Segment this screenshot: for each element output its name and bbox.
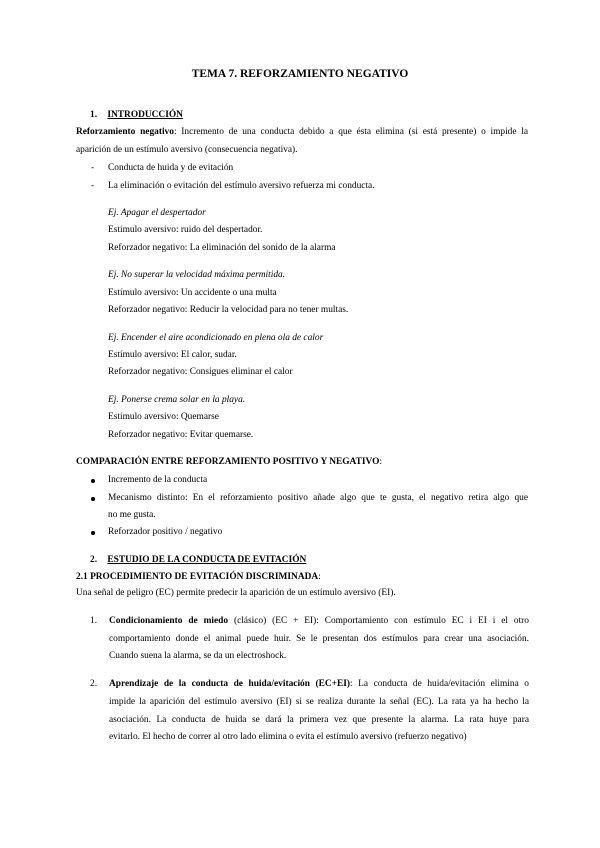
bullet-dot-icon [91, 497, 95, 501]
list-item-1-line-1: Condicionamiento de miedo (clásico) (EC + EI): Comportamiento con estímulo EC i EI i el otro [109, 616, 529, 626]
definition-term: Reforzamiento negativo [76, 127, 174, 137]
example-title: Ej. Ponerse crema solar en la playa. [108, 395, 246, 405]
example-stimulus: Estímulo aversivo: ruido del despertador. [108, 225, 263, 235]
section-1-title: INTRODUCCIÓN [107, 110, 183, 120]
comparison-item-continuation: no me gusta. [108, 510, 156, 520]
list-item-1-line-3: Cuando suena la alarma, se da un electroshock. [109, 651, 287, 661]
example-title: Ej. Encender el aire acondicionado en plena ola de calor [108, 333, 324, 343]
comparison-heading [76, 457, 382, 467]
section-2-number: 2. [90, 555, 98, 565]
dash-item: - Conducta de huida y de evitación [108, 163, 233, 173]
definition-line-2: aparición de un estímulo aversivo (consecuencia negativa). [76, 145, 298, 155]
definition-line-1 [76, 127, 528, 137]
definition-text-1: : Incremento de una conducta debido a que ésta elimina (si está presente) o impide la [173, 127, 529, 137]
bullet-dot-icon [91, 531, 95, 535]
comparison-colon: : [379, 457, 382, 467]
list-number: 2. [90, 679, 98, 689]
example-reinforcer: Reforzador negativo: Consigues eliminar el calor [108, 367, 293, 377]
comparison-item: Reforzador positivo / negativo [108, 527, 222, 537]
document-title: TEMA 7. REFORZAMIENTO NEGATIVO [191, 68, 409, 80]
example-title: Ej. Apagar el despertador [108, 208, 206, 218]
example-stimulus: Estímulo aversivo: El calor, sudar. [108, 350, 237, 360]
bullet-dot-icon [91, 479, 95, 483]
example-stimulus: Estímulo aversivo: Quemarse [108, 412, 219, 422]
example-title: Ej. No superar la velocidad máxima permitida. [108, 270, 286, 280]
dash-item: - La eliminación o evitación del estímulo aversivo refuerza mi conducta. [108, 181, 375, 191]
example-stimulus: Estímulo aversivo: Un accidente o una multa [108, 288, 277, 298]
comparison-item: Mecanismo distinto: En el reforzamiento positivo añade algo que te gusta, el negativo retira algo que [108, 493, 528, 503]
subsection-title: 2.1 PROCEDIMIENTO DE EVITACIÓN DISCRIMINADA [76, 572, 319, 582]
section-2-title: ESTUDIO DE LA CONDUCTA DE EVITACIÓN [107, 555, 307, 565]
section-2-heading [90, 555, 306, 565]
subsection-colon: : [318, 572, 321, 582]
list-item-2-line-3: asociación. La conducta de huida se dará la primera vez que presente la alarma. La rata huye para [109, 715, 529, 725]
section-1-number: 1. [90, 110, 98, 120]
list-item-2-line-4: evitarlo. El hecho de correr al otro lado elimina o evita el estímulo aversivo (refuerzo negativo) [109, 732, 467, 742]
comparison-item: Incremento de la conducta [108, 475, 207, 485]
list-item-2-line-2: impide la aparición del estímulo aversivo (EI) si se realiza durante la señal (EC). La rata ya ha hecho la [109, 697, 529, 707]
comparison-title: COMPARACIÓN ENTRE REFORZAMIENTO POSITIVO Y NEGATIVO [76, 457, 380, 467]
subsection-intro: Una señal de peligro (EC) permite predecir la aparición de un estímulo aversivo (EI). [76, 588, 396, 598]
list-item-term: Aprendizaje de la conducta de huida/evitación (EC+EI) [109, 679, 350, 689]
example-reinforcer: Reforzador negativo: Reducir la velocidad para no tener multas. [108, 305, 349, 315]
list-item-term: Condicionamiento de miedo [109, 616, 229, 626]
section-1-heading [90, 110, 183, 120]
list-number: 1. [90, 616, 98, 626]
list-item-1-line-2: comportamiento donde el animal puede huir. Se le presentan dos estímulos para crear una asociación. [109, 634, 529, 644]
example-reinforcer: Reforzador negativo: Evitar quemarse. [108, 430, 254, 440]
list-item-2-line-1: Aprendizaje de la conducta de huida/evitación (EC+EI): La conducta de huida/evitación elimina o [109, 679, 529, 689]
example-reinforcer: Reforzador negativo: La eliminación del sonido de la alarma [108, 243, 336, 253]
subsection-heading [76, 572, 321, 582]
